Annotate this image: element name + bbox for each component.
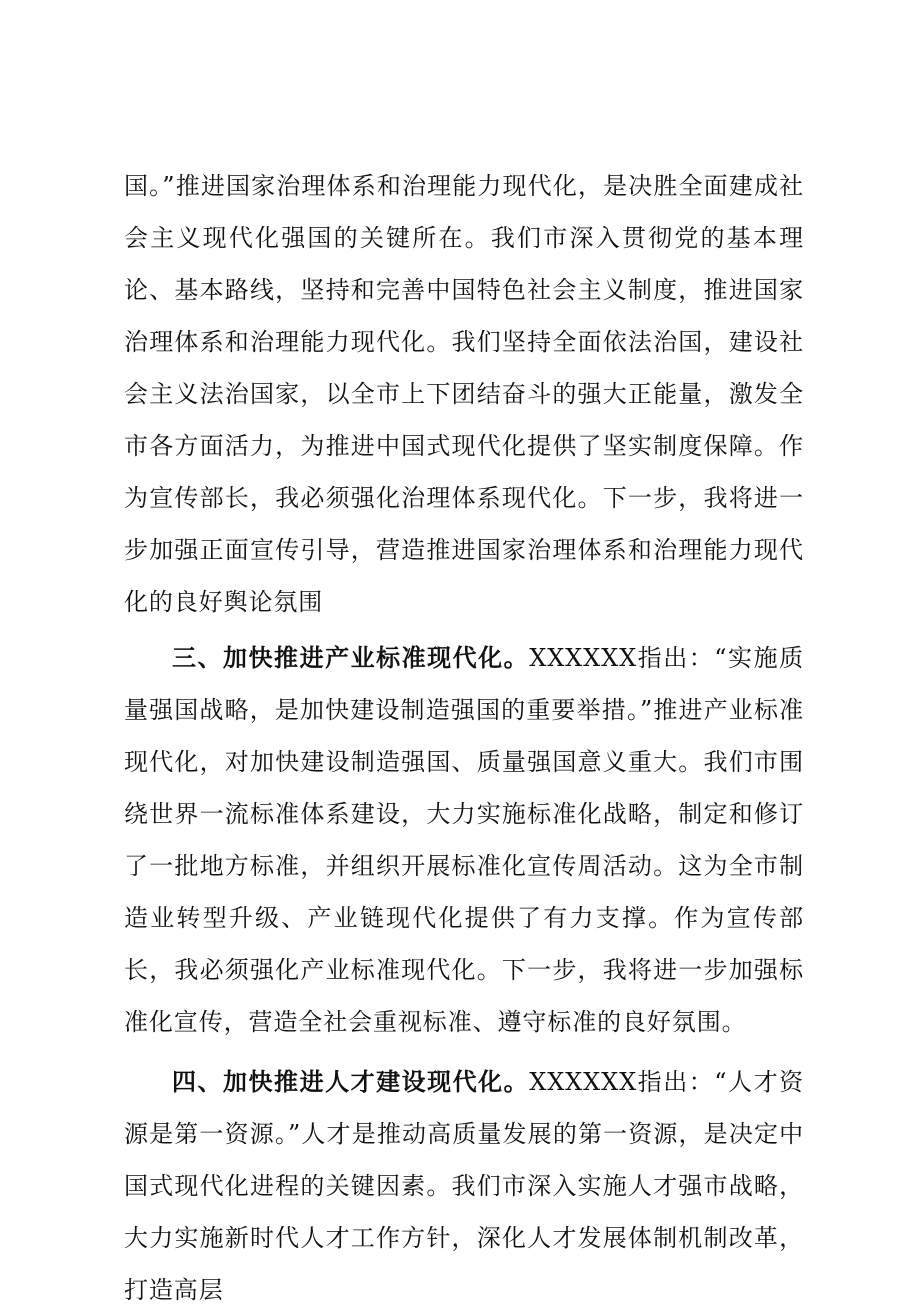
section-3-heading: 三、加快推进产业标准现代化。 xyxy=(172,644,530,672)
paragraph-spacer xyxy=(124,1048,804,1052)
section-4-body: XXXXXX指出：“人才资源是第一资源。”人才是推动高质量发展的第一资源，是决定中国式现代化进程的关键因素。我们市深入实施人才强市战略，大力实施新时代人才工作方针，深化人才发展体制机制改革，打造高层 xyxy=(124,1068,804,1304)
paragraph-continued xyxy=(124,160,804,628)
section-3-paragraph xyxy=(124,632,804,1048)
document-body xyxy=(124,160,804,1316)
paragraph-continued-text: 国。”推进国家治理体系和治理能力现代化，是决胜全面建成社会主义现代化强国的关键所在。我们市深入贯彻党的基本理论、基本路线，坚持和完善中国特色社会主义制度，推进国家治理体系和治理能力现代化。我们坚持全面依法治国，建设社会主义法治国家，以全市上下团结奋斗的强大正能量，激发全市各方面活力，为推进中国式现代化提供了坚实制度保障。作为宣传部长，我必须强化治理体系现代化。下一步，我将进一步加强正面宣传引导，营造推进国家治理体系和治理能力现代化的良好舆论氛围 xyxy=(124,172,804,616)
section-4-paragraph xyxy=(124,1056,804,1316)
section-3-body: XXXXXX指出：“实施质量强国战略，是加快建设制造强国的重要举措。”推进产业标准现代化，对加快建设制造强国、质量强国意义重大。我们市围绕世界一流标准体系建设，大力实施标准化战略，制定和修订了一批地方标准，并组织开展标准化宣传周活动。这为全市制造业转型升级、产业链现代化提供了有力支撑。作为宣传部长，我必须强化产业标准现代化。下一步，我将进一步加强标准化宣传，营造全社会重视标准、遵守标准的良好氛围。 xyxy=(124,644,804,1036)
section-4-heading: 四、加快推进人才建设现代化。 xyxy=(172,1068,530,1096)
